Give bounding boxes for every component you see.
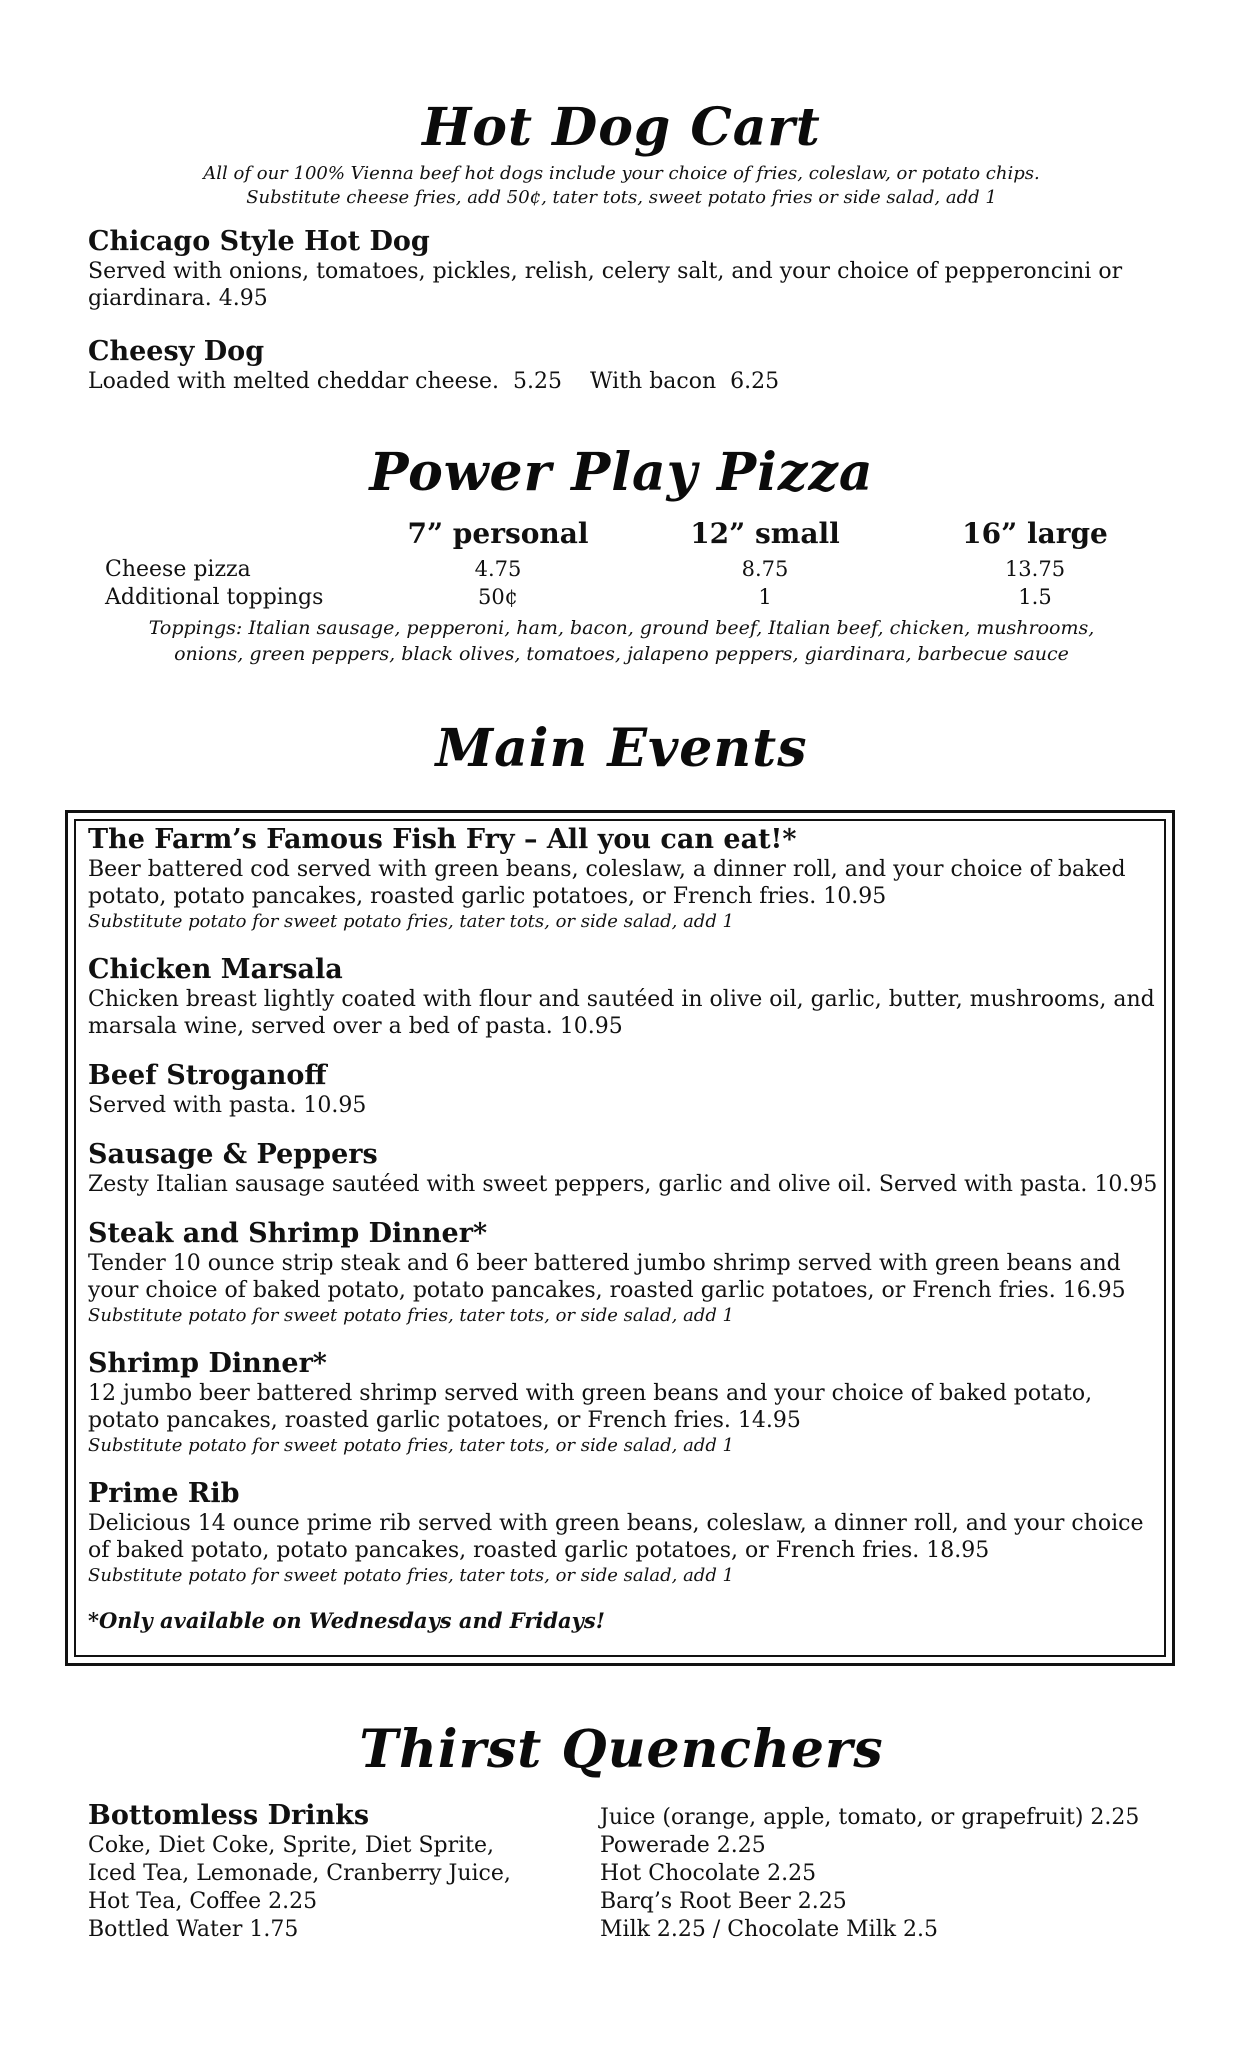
- drinks-line: Milk 2.25 / Chocolate Milk 2.5: [600, 1917, 939, 1942]
- pizza-price: 1.5: [1018, 585, 1052, 609]
- drinks-line: Hot Chocolate 2.25: [600, 1861, 817, 1886]
- pizza-size-header: 12” small: [690, 517, 840, 550]
- main-events-items: [88, 824, 1158, 1633]
- menu-item-sausage-peppers: [88, 1139, 1158, 1198]
- drinks-line: Juice (orange, apple, tomato, or grapefruit) 2.25: [600, 1805, 1140, 1830]
- drinks-line: Barq’s Root Beer 2.25: [600, 1889, 847, 1914]
- pizza-price: 4.75: [474, 557, 522, 581]
- drinks-line: Coke, Diet Coke, Sprite, Diet Sprite,: [88, 1833, 495, 1858]
- hotdog-intro: [0, 162, 1243, 210]
- item-substitution: Substitute potato for sweet potato fries, tater tots, or side salad, add 1: [88, 1565, 735, 1586]
- hotdog-items: [0, 226, 1243, 395]
- drinks-left-column: [88, 1800, 588, 1944]
- pizza-price-table: [0, 517, 1243, 610]
- hotdog-intro-line-1: All of our 100% Vienna beef hot dogs include your choice of fries, coleslaw, or potato chips.: [203, 163, 1040, 184]
- item-substitution: Substitute potato for sweet potato fries, tater tots, or side salad, add 1: [88, 1435, 735, 1456]
- pizza-row-label: Cheese pizza: [105, 557, 251, 582]
- item-name: Shrimp Dinner*: [88, 1348, 327, 1379]
- item-substitution: Substitute potato for sweet potato fries, tater tots, or side salad, add 1: [88, 911, 735, 932]
- item-description: Beer battered cod served with green beans, coleslaw, a dinner roll, and your choice of baked potato, potato pancakes, roasted garlic potatoes, or French fries. 10.95: [88, 857, 1126, 909]
- item-description: Chicken breast lightly coated with flour and sautéed in olive oil, garlic, butter, mushrooms, and marsala wine, served over a bed of pasta. 10.95: [88, 987, 1155, 1039]
- menu-item-chicken-marsala: [88, 954, 1158, 1040]
- menu-item-cheesy-dog: [88, 336, 1183, 395]
- item-name: Beef Stroganoff: [88, 1060, 327, 1091]
- item-name: The Farm’s Famous Fish Fry – All you can eat!*: [88, 824, 797, 855]
- toppings-line-1: Toppings: Italian sausage, pepperoni, ham, bacon, ground beef, Italian beef, chicken, mushrooms,: [148, 617, 1095, 639]
- item-name: Steak and Shrimp Dinner*: [88, 1218, 488, 1249]
- pizza-price: 13.75: [1004, 557, 1066, 581]
- drinks-heading: Bottomless Drinks: [88, 1800, 370, 1831]
- drinks-line: Hot Tea, Coffee 2.25: [88, 1889, 318, 1914]
- menu-item-chicago-dog: [88, 226, 1183, 312]
- drinks-line: Bottled Water 1.75: [88, 1917, 299, 1942]
- hotdog-intro-line-2: Substitute cheese fries, add 50¢, tater tots, sweet potato fries or side salad, add 1: [246, 187, 997, 208]
- drinks-right-column: [600, 1804, 1160, 1944]
- item-name: Cheesy Dog: [88, 336, 265, 367]
- menu-item-beef-stroganoff: [88, 1060, 1158, 1119]
- pizza-toppings: [0, 615, 1243, 667]
- pizza-price: 50¢: [477, 585, 519, 609]
- item-description: Delicious 14 ounce prime rib served with green beans, coleslaw, a dinner roll, and your choice of baked potato, potato pancakes, roasted garlic potatoes, or French fries. 18.95: [88, 1511, 1144, 1563]
- toppings-line-2: onions, green peppers, black olives, tomatoes, jalapeno peppers, giardinara, barbecue sauce: [174, 643, 1069, 665]
- item-description: Tender 10 ounce strip steak and 6 beer battered jumbo shrimp served with green beans and your choice of baked potato, potato pancakes, roasted garlic potatoes, or French fries. 16.95: [88, 1251, 1126, 1303]
- pizza-section-title: Power Play Pizza: [369, 442, 874, 503]
- menu-item-prime-rib: [88, 1478, 1158, 1588]
- item-description: Served with pasta. 10.95: [88, 1093, 367, 1118]
- pizza-price: 8.75: [741, 557, 789, 581]
- availability-note: *Only available on Wednesdays and Fridays!: [88, 1608, 605, 1633]
- drinks-section-title: Thirst Quenchers: [359, 1719, 884, 1780]
- drinks-line: Powerade 2.25: [600, 1833, 766, 1858]
- pizza-size-header: 7” personal: [407, 517, 589, 550]
- item-description: Served with onions, tomatoes, pickles, relish, celery salt, and your choice of pepperoncini or giardinara. 4.95: [88, 259, 1123, 311]
- menu-item-fish-fry: [88, 824, 1158, 934]
- item-name: Sausage & Peppers: [88, 1139, 378, 1170]
- item-description: 12 jumbo beer battered shrimp served with green beans and your choice of baked potato, potato pancakes, roasted garlic potatoes, or French fries. 14.95: [88, 1381, 1093, 1433]
- item-substitution: Substitute potato for sweet potato fries, tater tots, or side salad, add 1: [88, 1305, 735, 1326]
- pizza-size-header: 16” large: [962, 517, 1108, 550]
- pizza-price: 1: [758, 585, 772, 609]
- item-name: Chicago Style Hot Dog: [88, 226, 430, 257]
- menu-item-shrimp-dinner: [88, 1348, 1158, 1458]
- hotdog-section-title: Hot Dog Cart: [422, 97, 821, 158]
- pizza-row-label: Additional toppings: [105, 585, 324, 610]
- main-section-title: Main Events: [435, 718, 808, 779]
- drinks-line: Iced Tea, Lemonade, Cranberry Juice,: [88, 1861, 511, 1886]
- item-name: Chicken Marsala: [88, 954, 343, 985]
- item-name: Prime Rib: [88, 1478, 240, 1509]
- menu-item-steak-shrimp: [88, 1218, 1158, 1328]
- item-description: Loaded with melted cheddar cheese. 5.25 With bacon 6.25: [88, 369, 780, 394]
- item-description: Zesty Italian sausage sautéed with sweet peppers, garlic and olive oil. Served with pasta. 10.95: [88, 1172, 1158, 1197]
